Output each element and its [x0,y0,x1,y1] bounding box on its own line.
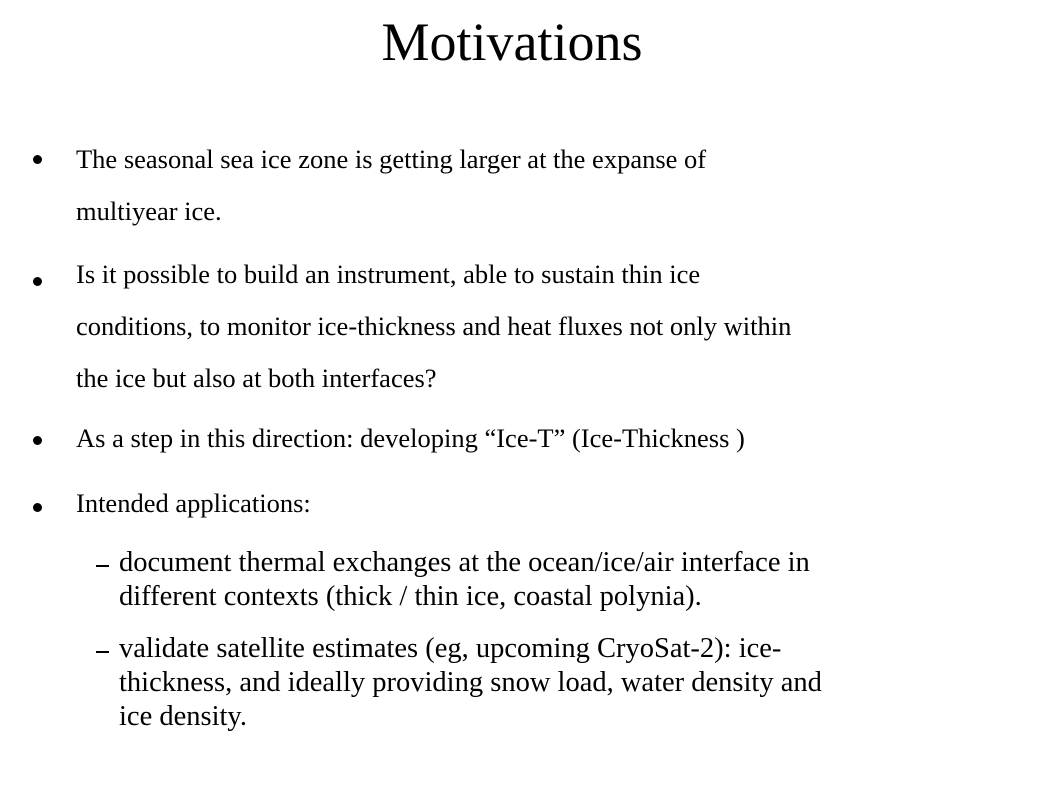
bullet-text [76,412,1036,464]
sub-bullet-line: thickness, and ideally providing snow load, water density and [119,667,822,698]
bullet-line: The seasonal sea ice zone is getting larger at the expanse of [76,144,707,174]
sub-bullet-line: different contexts (thick / thin ice, coastal polynia). [119,581,702,612]
bullet-dot-icon [33,436,42,445]
slide-title: Motivations [381,12,643,72]
bullet-text [76,477,1036,529]
bullet-line: conditions, to monitor ice-thickness and heat fluxes not only within [76,311,792,341]
bullet-line: multiyear ice. [76,196,222,226]
sub-bullet-text [119,546,1039,614]
sub-bullet-line: validate satellite estimates (eg, upcoming CryoSat-2): ice- [119,633,782,664]
bullet-dot-icon [33,155,42,164]
bullet-dot-icon [33,277,42,286]
dash-icon [96,565,109,567]
bullet-line: As a step in this direction: developing “Ice-T” (Ice-Thickness ) [76,423,745,453]
sub-bullet-text [119,632,1039,734]
bullet-text [76,133,1036,237]
bullet-text [76,248,1036,404]
sub-bullet-line: ice density. [119,701,247,732]
bullet-line: the ice but also at both interfaces? [76,363,437,393]
dash-icon [96,651,109,653]
bullet-dot-icon [33,503,42,512]
sub-bullet-line: document thermal exchanges at the ocean/ice/air interface in [119,547,810,578]
bullet-line: Is it possible to build an instrument, able to sustain thin ice [76,259,701,289]
bullet-line: Intended applications: [76,488,311,518]
